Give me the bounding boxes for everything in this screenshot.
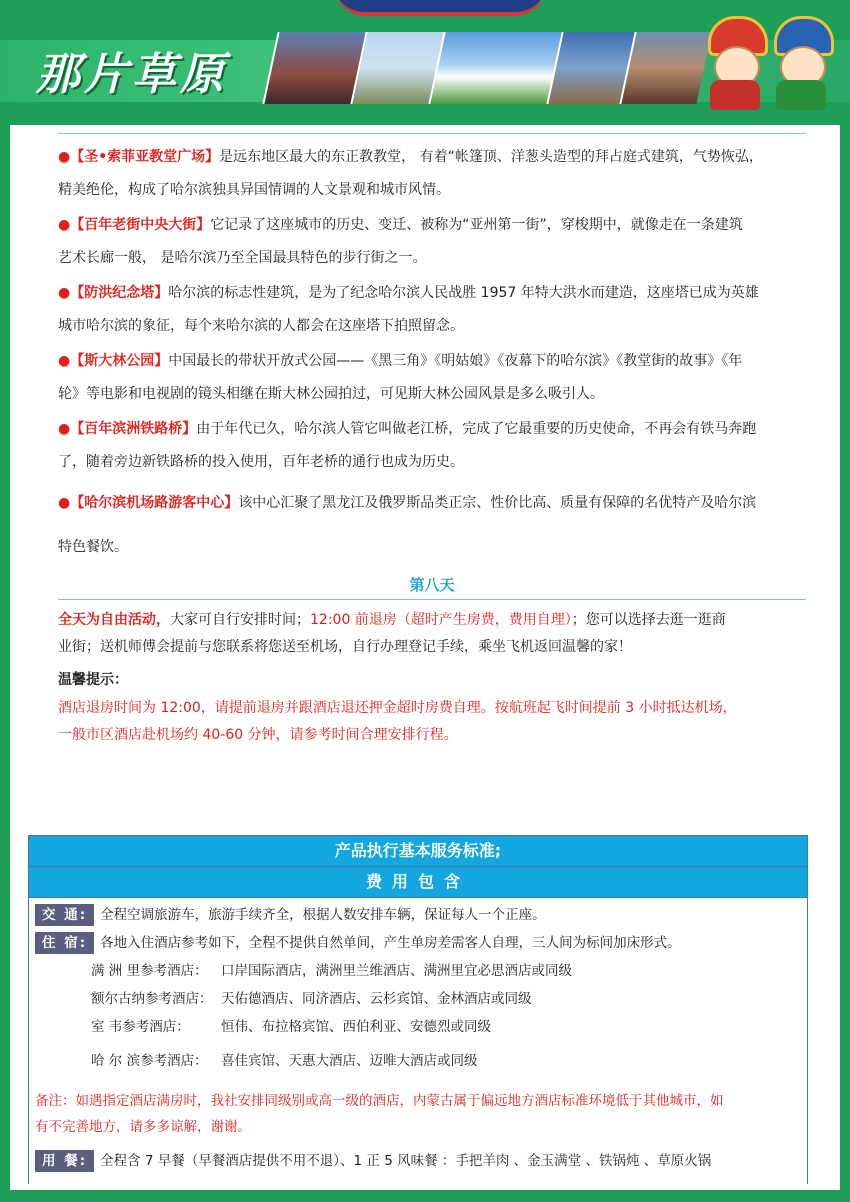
hotel-item: 额尔古纳参考酒店： 天佑德酒店、同济酒店、云杉宾馆、金林酒店或同级 (91, 991, 532, 1007)
attraction-item: ●【哈尔滨机场路游客中心】该中心汇聚了黑龙江及俄罗斯品类正宗、性价比高、质量有保障的名优特产及哈尔滨 特色餐饮。 (58, 495, 757, 555)
attraction-item: ●【防洪纪念塔】哈尔滨的标志性建筑，是为了纪念哈尔滨人民战胜 1957 年特大洪水而建造，这座塔已成为英雄 城市哈尔滨的象征，每个来哈尔滨的人都会在这座塔下拍照留念。 (58, 285, 759, 334)
attraction-item: ●【圣•索菲亚教堂广场】是远东地区最大的东正教教堂， 有着“帐篷顶、洋葱头造型的拜占庭式建筑，气势恢弘， 精美绝伦，构成了哈尔滨独具异国情调的人文景观和城市风情。 (58, 149, 763, 198)
stay-label: 住 宿: (35, 932, 94, 954)
hotel-item: 室 韦参考酒店： 恒伟、布拉格宾馆、西伯利亚、安德烈或同级 (91, 1019, 491, 1035)
divider (58, 133, 806, 134)
meal-label: 用 餐: (35, 1150, 94, 1172)
meal-row: 用 餐: 全程含 7 早餐（早餐酒店提供不用不退）、1 正 5 风味餐 ：手把羊肉 、金玉满堂 、铁锅炖 、草原火锅 (35, 1150, 711, 1172)
mascot-girl (704, 16, 766, 111)
tips-text: 酒店退房时间为 12:00，请提前退房并跟酒店退还押金超时房费自理。按航班起飞时间提前 3 小时抵达机场， 一般市区酒店赴机场约 40-60 分钟，请参考时间合理安排行程。 (58, 700, 737, 743)
mascot-illustration (700, 6, 840, 116)
attraction-item: ●【百年滨洲铁路桥】由于年代已久，哈尔滨人管它叫做老江桥，完成了它最重要的历史使命，不再会有铁马奔跑 了，随着旁边新铁路桥的投入使用，百年老桥的通行也成为历史。 (58, 421, 757, 470)
banner-title: 那片草原 (36, 49, 228, 100)
stay-row: 住 宿: 各地入住酒店参考如下，全程不提供自然单间，产生单房差需客人自理，三人间为标间加床形式。 (35, 932, 681, 954)
table-title: 产品执行基本服务标准; (29, 836, 807, 867)
hotel-note: 备注：如遇指定酒店满房时，我社安排同级别或高一级的酒店，内蒙古属于偏远地方酒店标准环境低于其他城市，如 有不完善地方，请多多谅解，谢谢。 (35, 1093, 724, 1135)
attraction-item: ●【斯大林公园】中国最长的带状开放式公园——《黑三角》《明姑娘》《夜幕下的哈尔滨》《教堂街的故事》《年 轮》等电影和电视剧的镜头相继在斯大林公园拍过，可见斯大林公园风景是多么吸引人。 (58, 353, 743, 402)
day8-schedule: 全天为自由活动，大家可自行安排时间；12:00 前退房（超时产生房费，费用自理）；您可以选择去逛一逛商 业街；送机师傅会提前与您联系将您送至机场，自行办理登记手续，乘坐飞机返回温馨的家！ (58, 612, 726, 655)
service-standard-table (28, 835, 808, 1184)
header-banner (0, 0, 850, 125)
mascot-boy (770, 16, 832, 111)
divider (58, 599, 806, 600)
banner-photo-strip (270, 32, 700, 104)
page-body (10, 125, 840, 1190)
attraction-item: ●【百年老街中央大街】它记录了这座城市的历史、变迁、被称为“亚州第一街”，穿梭期中，就像走在一条建筑 艺术长廊一般， 是哈尔滨乃至全国最具特色的步行街之一。 (58, 217, 743, 266)
traffic-label: 交 通: (35, 904, 94, 926)
tips-label: 温馨提示： (58, 672, 128, 688)
banner-photo (428, 32, 565, 104)
table-subtitle: 费用包含 (29, 867, 807, 898)
hotel-item: 哈 尔 滨参考酒店： 喜佳宾馆、天惠大酒店、迈唯大酒店或同级 (91, 1053, 478, 1069)
hotel-item: 满 洲 里参考酒店： 口岸国际酒店，满洲里兰维酒店、满洲里宜必思酒店或同级 (91, 963, 572, 979)
top-ornament (335, 0, 545, 16)
traffic-row: 交 通: 全程空调旅游车，旅游手续齐全，根据人数安排车辆，保证每人一个正座。 (35, 904, 546, 926)
banner-photo (619, 32, 711, 104)
day-title: 第八天 (409, 576, 455, 594)
